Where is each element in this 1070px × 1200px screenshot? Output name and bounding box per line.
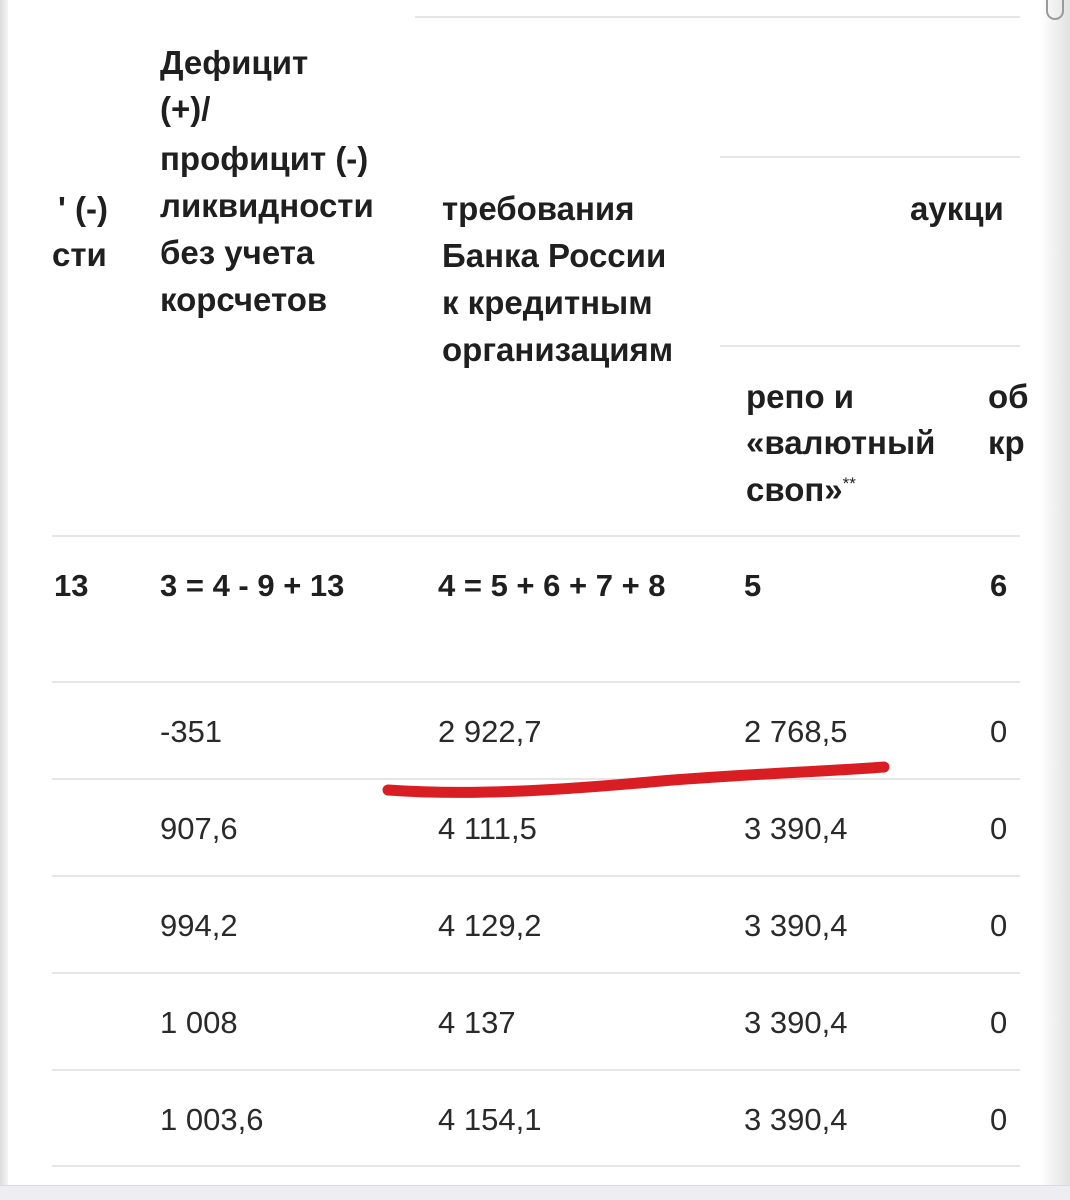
corner-button-icon[interactable]	[1046, 0, 1064, 20]
header-deficit-line: (+)/	[160, 90, 211, 127]
cell-claims: 4 154,1	[438, 1102, 542, 1137]
header-auctions: аукци	[910, 190, 1004, 227]
header-deficit-line: корсчетов	[160, 281, 328, 318]
cell-col6: 0	[990, 714, 1008, 749]
header-deficit-line: Дефицит	[160, 44, 309, 81]
footnote-marker: **	[842, 474, 856, 493]
cell-col6: 0	[990, 1005, 1008, 1040]
header-divider-top	[415, 16, 1020, 18]
cell-deficit: 1 003,6	[160, 1102, 264, 1137]
cell-repo: 2 768,5	[744, 714, 848, 749]
formula-cell: 6	[990, 568, 1008, 603]
cell-deficit: 907,6	[160, 811, 238, 846]
cell-col6: 0	[990, 908, 1008, 943]
cell-deficit: 1 008	[160, 1005, 238, 1040]
cell-repo: 3 390,4	[744, 1005, 848, 1040]
cell-col6: 0	[990, 811, 1008, 846]
header-claims-line: требования	[442, 190, 635, 227]
header-divider-subcols	[720, 345, 1020, 347]
formula-cell: 3 = 4 - 9 + 13	[160, 568, 345, 603]
row-divider	[52, 972, 1020, 974]
cell-claims: 2 922,7	[438, 714, 542, 749]
cell-claims: 4 111,5	[438, 811, 537, 846]
cell-claims: 4 137	[438, 1005, 516, 1040]
cell-deficit: 994,2	[160, 908, 238, 943]
formula-row-divider	[52, 535, 1020, 537]
formula-cell: 5	[744, 568, 762, 603]
cell-col6: 0	[990, 1102, 1008, 1137]
cell-repo: 3 390,4	[744, 1102, 848, 1137]
header-deficit-line: без учета	[160, 234, 315, 271]
cell-repo: 3 390,4	[744, 908, 848, 943]
header-claims-line: к кредитным	[442, 284, 653, 321]
row-divider	[52, 778, 1020, 780]
cell-claims: 4 129,2	[438, 908, 542, 943]
header-deficit-line: ликвидности	[160, 187, 374, 224]
formula-cell: 4 = 5 + 6 + 7 + 8	[438, 568, 666, 603]
header-repo-line: «валютный	[746, 424, 936, 461]
header-cut-col-line2: сти	[52, 236, 107, 273]
left-edge	[0, 0, 8, 1200]
cell-repo: 3 390,4	[744, 811, 848, 846]
header-repo-line: своп»**	[746, 471, 856, 508]
row-divider	[52, 1165, 1020, 1167]
header-repo-line: репо и	[746, 378, 855, 415]
header-col6-line: кр	[988, 424, 1025, 461]
header-cut-col-line1: ' (-)	[58, 190, 108, 227]
right-scroll-edge[interactable]	[1040, 0, 1070, 1200]
row-divider	[52, 875, 1020, 877]
cell-deficit: -351	[160, 714, 223, 749]
row-divider	[52, 681, 1020, 683]
header-claims-line: организациям	[442, 331, 674, 368]
header-divider-auctions	[720, 156, 1020, 158]
bottom-toolbar	[0, 1185, 1070, 1200]
formula-cell: 13	[54, 568, 89, 603]
header-claims-line: Банка России	[442, 237, 667, 274]
header-col6-line: об	[988, 378, 1029, 415]
row-divider	[52, 1069, 1020, 1071]
header-deficit-line: профицит (-)	[160, 140, 369, 177]
